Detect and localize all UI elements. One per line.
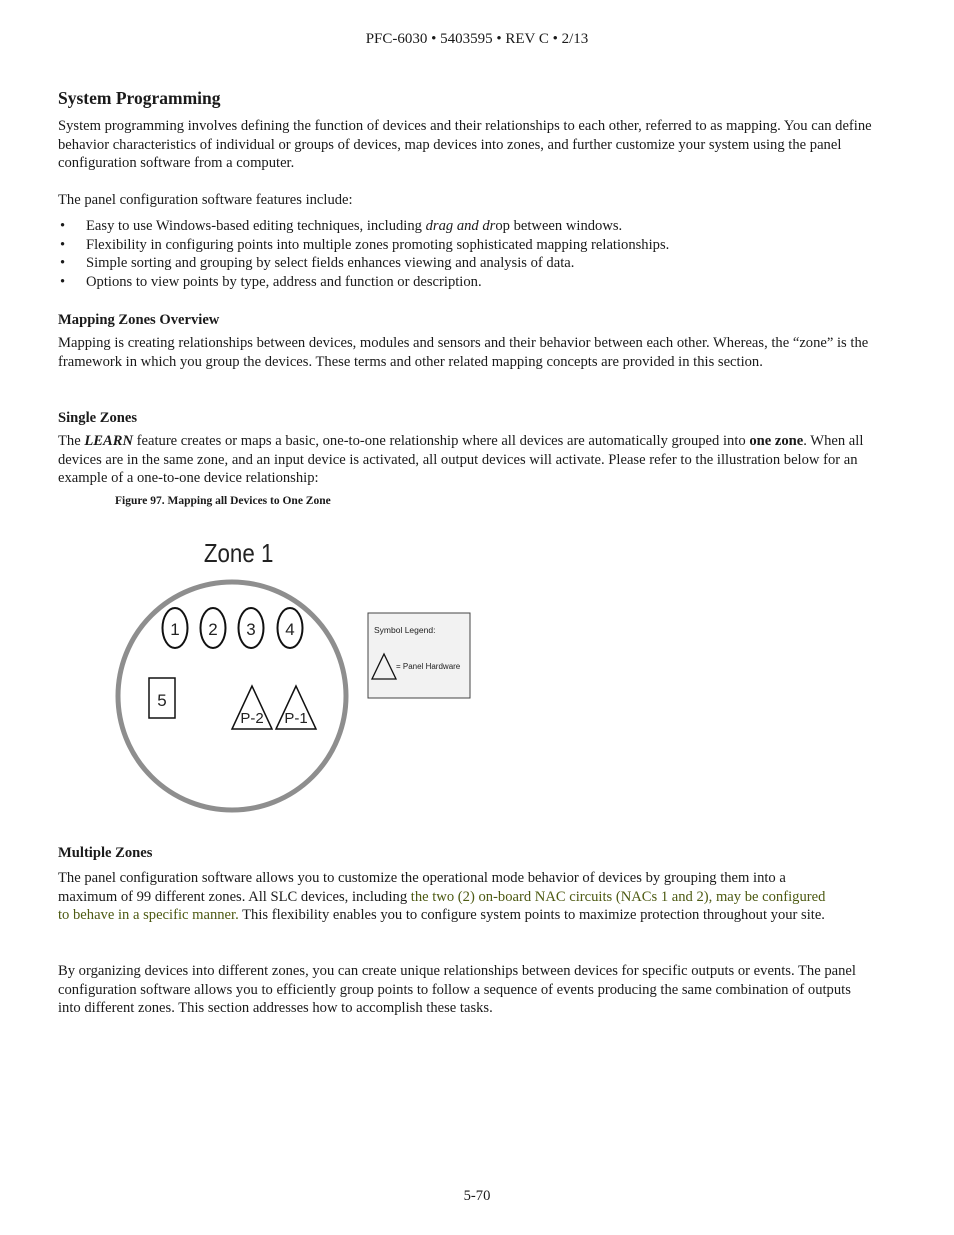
- device-2: [201, 608, 226, 648]
- intro-paragraph: System programming involves defining the function of devices and their relationships to each other, referred to as mapping. You can define behavior characteristics of individual or groups of devices, map devices into zones, and further customize your system using the panel configuration software from a computer.: [58, 118, 872, 172]
- list-item: • Flexibility in configuring points into multiple zones promoting sophisticated mapping relationships.: [58, 236, 669, 255]
- panel-device-p1: [276, 686, 316, 729]
- page-header: PFC-6030 • 5403595 • REV C • 2/13: [365, 31, 589, 47]
- mapping-paragraph: Mapping is creating relationships between devices, modules and sensors and their behavior between each other. Whereas, the “zone” is the framework in which you group the devices. These terms and other related mapping concepts are provided in this section.: [58, 335, 869, 370]
- multiple-zones-title: Multiple Zones: [58, 845, 153, 861]
- single-zones-title: Single Zones: [58, 410, 138, 426]
- figure-caption: Figure 97. Mapping all Devices to One Zone: [115, 495, 331, 507]
- legend-item: = Panel Hardware: [396, 662, 461, 671]
- device-label: 5: [157, 691, 167, 710]
- page-number: 5-70: [463, 1188, 491, 1204]
- zone-label: Zone 1: [203, 539, 274, 569]
- device-1: [163, 608, 188, 648]
- device-4: [278, 608, 303, 648]
- zone-circle: [118, 582, 346, 810]
- list-item: • Options to view points by type, address and function or description.: [58, 273, 669, 292]
- list-item: • Simple sorting and grouping by select fields enhances viewing and analysis of data.: [58, 254, 669, 273]
- device-label: P-2: [240, 710, 264, 727]
- multiple-zones-paragraph: The panel configuration software allows you to customize the operational mode behavior of devices by grouping them into a maximum of 99 different zones. All SLC devices, including the two (2) on-board NAC circuits (NACs 1 and 2), may be configured to behave in a specific manner. This flexibility enables you to configure system points to maximize protection throughout your site.: [58, 870, 826, 924]
- symbol-legend: [368, 613, 470, 698]
- section-title: System Programming: [58, 88, 221, 108]
- device-5: [149, 678, 175, 718]
- device-label: 2: [208, 620, 218, 639]
- device-3: [239, 608, 264, 648]
- legend-title: Symbol Legend:: [374, 625, 436, 635]
- organizing-paragraph: By organizing devices into different zones, you can create unique relationships between devices for specific outputs or events. The panel configuration software allows you to efficiently group points to follow a sequence of events producing the same combination of outputs into different zones. This section addresses how to accomplish these tasks.: [58, 963, 856, 1017]
- list-item: • Easy to use Windows-based editing techniques, including drag and drop between windows.: [58, 217, 669, 236]
- device-label: 1: [170, 620, 180, 639]
- panel-device-p2: [232, 686, 272, 729]
- device-label: 4: [285, 620, 295, 639]
- single-zones-paragraph: The LEARN feature creates or maps a basic, one-to-one relationship where all devices are automatically grouped into one zone. When all devices are in the same zone, and an input device is activated, all output devices will activate. Please refer to the illustration below for an example of a one-to-one device relationship:: [58, 433, 864, 487]
- device-label: 3: [246, 620, 256, 639]
- mapping-title: Mapping Zones Overview: [58, 312, 220, 328]
- device-label: P-1: [284, 710, 308, 727]
- features-lead: The panel configuration software features include:: [58, 192, 353, 208]
